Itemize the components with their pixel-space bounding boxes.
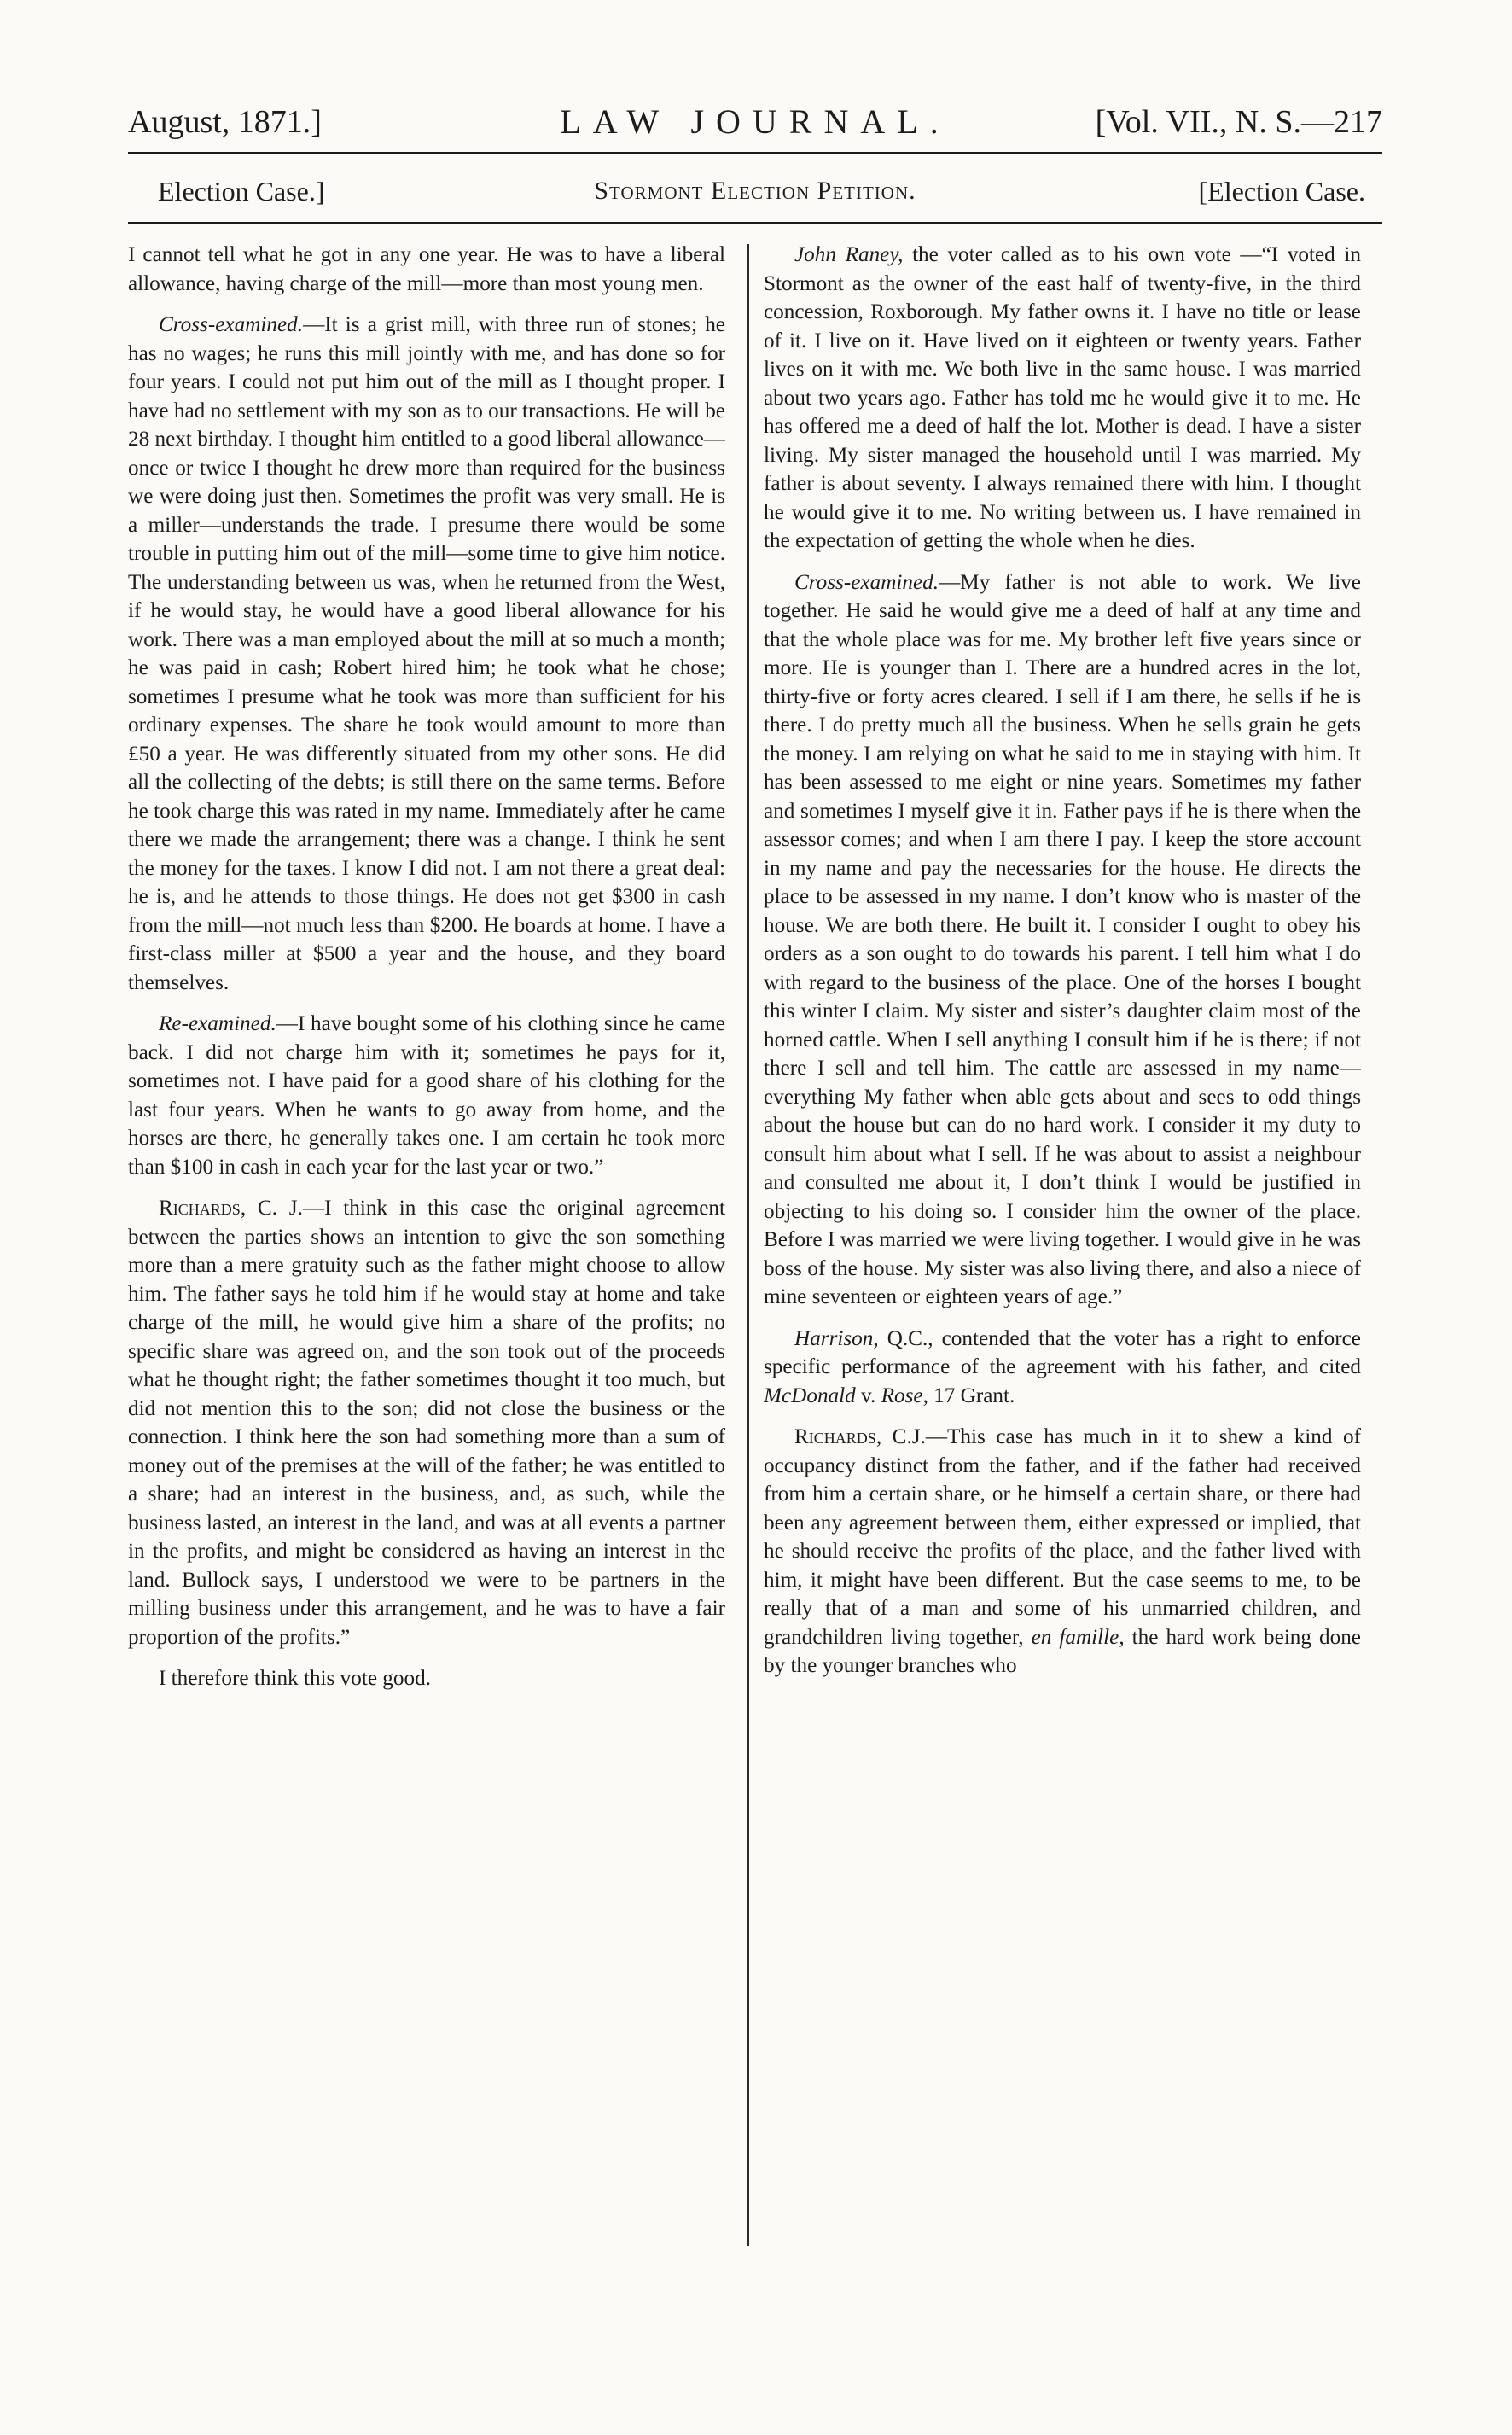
paragraph-text: , C. J.—I think in this case the original agreement between the parties shows an intention to give the son something more than a mere gratuity such as the father might choose to allow him. The father says he told him if he would stay at home and take charge of the mill, he would give him a share of the profits; no specific share was agreed on, and the son took out of the proceeds what he thought right; the father sometimes thought it too much, but did not mention this to the son; did not close the business or the connection. I think here the son had something more than a sum of money out of the premises at the will of the father; he was entitled to a share; had an interest in the business, and, as such, while the business lasted, an interest in the land, and was at all events a partner in the profits, and might be considered as having an interest in the land. Bullock says, I understood we were to be partners in the milling business under this arrangement, and he was to have a fair proportion of the profits.” <box>128 1197 725 1649</box>
paragraph <box>128 1010 725 1181</box>
foreign-phrase: en famille <box>1031 1625 1119 1649</box>
judge-name: Richards <box>159 1197 241 1220</box>
citation: , 17 Grant. <box>922 1384 1015 1407</box>
case-name: McDonald <box>764 1384 856 1407</box>
paragraph <box>128 311 725 997</box>
volume-page: [Vol. VII., N. S.—217 <box>1095 104 1382 140</box>
paragraph <box>764 1325 1361 1411</box>
running-head <box>128 101 1382 143</box>
paragraph-text: the voter called as to his own vote —“I voted in Stormont as the owner of the east half of twenty-five, in the third concession, Roxborough. My father owns it. I have no title or lease of it. I live on it. Have lived on it eighteen or twenty years. Father lives on it with me. We both live in the same house. I was married about two years ago. Father has told me he would give it to me. He has offered me a deed of half the lot. Mother is dead. I have a sister living. My sister managed the household until I was married. My father is about seventy. I always remained there with him. I thought he would give it to me. No writing between us. I have remained in the expectation of getting the whole when he dies. <box>764 243 1361 552</box>
paragraph-text: —I have bought some of his clothing since he came back. I did not charge him with it; sometimes he pays for it, sometimes not. I have paid for a good share of his clothing for the last four years. When he wants to go away from home, and the horses are there, he generally takes one. I am certain he took more than $100 in cash in each year for the last year or two.” <box>128 1012 725 1179</box>
paragraph-text: , Q.C., contended that the voter has a right to enforce specific performance of the agreement with his father, and cited <box>764 1326 1361 1378</box>
paragraph: I therefore think this vote good. <box>159 1667 431 1690</box>
journal-title: LAW JOURNAL. <box>560 102 951 141</box>
paragraph <box>128 1194 725 1651</box>
section-label: Re-examined. <box>159 1012 276 1035</box>
paragraph-text: —My father is not able to work. We live together. He said he would give me a deed of half at any time and that the whole place was for me. My brother left five years since or more. He is younger than I. There are a hundred acres in the lot, thirty-five or forty acres cleared. I sell if I am there, he sells if he is there. I do pretty much all the business. When he sells grain he gets the money. I am relying on what he said to me in staying with him. It has been assessed to me eight or nine years. Sometimes my father and sometimes I myself give it in. Father pays if he is there when the assessor comes; and when I am there I pay. I keep the store account in my name and pay the necessaries for the house. He directs the place to be assessed in my name. I don’t know who is master of the house. We are both there. He built it. I consider I ought to obey his orders as a son ought to do towards his parent. I tell him what I do with regard to the business of the place. One of the horses I bought this winter I claim. My sister and sister’s daughter claim most of the horned cattle. When I sell anything I consult him if he is there; if not there I sell and tell him. The cattle are assessed in my name—everything My father when able gets about and sees to odd things about the house but can do no hard work. I consider it my duty to consult him about what I sell. If he was about to assist a neighbour and consulted me about it, I don’t think I would be justified in objecting to his doing so. I consider him the owner of the place. Before I was married we were living together. I would give in he was boss of the house. My sister was also living there, and also a niece of mine seventeen or eighteen years of age.” <box>764 570 1361 1308</box>
paragraph-text: , C.J.—This case has much in it to shew a kind of occupancy distinct from the father, and if the father had received from him a certain share, or he himself a certain share, or there had been any agreement between them, either expressed or implied, that he should receive the profits of the place, and the father lived with him, it might have been different. But the case seems to me, to be really that of a man and some of his unmarried children, and grandchildren living together, <box>764 1425 1361 1649</box>
counsel-name: Harrison <box>794 1326 874 1350</box>
left-column <box>128 241 725 2263</box>
section-rule <box>128 222 1382 224</box>
section-label: Cross-examined. <box>794 570 939 594</box>
paragraph: I cannot tell what he got in any one year. He was to have a liberal allowance, having charge of the mill—more than most young men. <box>128 243 725 295</box>
paragraph <box>764 568 1361 1312</box>
paragraph <box>764 241 1361 556</box>
case-name: Rose <box>881 1384 923 1407</box>
column-divider <box>747 244 749 2246</box>
judge-name: Richards <box>794 1425 876 1448</box>
right-column <box>764 241 1361 2263</box>
paragraph <box>764 1423 1361 1681</box>
versus: v. <box>855 1384 881 1407</box>
header-rule <box>128 152 1382 154</box>
section-right: [Election Case. <box>1198 176 1365 207</box>
paragraph-text: , the hard work being done by the younger branches who <box>764 1625 1361 1677</box>
section-left: Election Case.] <box>158 176 325 207</box>
section-head <box>128 171 1382 212</box>
issue-date: August, 1871.] <box>128 104 322 140</box>
witness-name: John Raney, <box>794 243 904 266</box>
section-label: Cross-examined. <box>159 313 304 336</box>
paragraph-text: —It is a grist mill, with three run of stones; he has no wages; he runs this mill jointly with me, and has done so for four years. I could not put him out of the mill as I thought proper. I have had no settlement with my son as to our transactions. He will be 28 next birthday. I thought him entitled to a good liberal allowance—once or twice I thought he drew more than required for the business we were doing just then. Sometimes the profit was very small. He is a miller—understands the trade. I presume there would be some trouble in putting him out of the mill—some time to give him notice. The understanding between us was, when he returned from the West, if he would stay, he would have a good liberal allowance for his work. There was a man employed about the mill at so much a month; he was paid in cash; Robert hired him; he took what he chose; sometimes I presume what he took was more than sufficient for his ordinary expenses. The share he took would amount to more than £50 a year. He was differently situated from my other sons. He did all the collecting of the debts; is still there on the same terms. Before he took charge this was rated in my name. Immediately after he came there we made the arrangement; there was a change. I think he sent the money for the taxes. I know I did not. I am not there a great deal: he is, and he attends to those things. He does not get $300 in cash from the mill—not much less than $200. He boards at home. I have a first-class miller at $500 a year and the house, and they board themselves. <box>128 313 725 994</box>
case-title: Stormont Election Petition. <box>594 177 916 205</box>
